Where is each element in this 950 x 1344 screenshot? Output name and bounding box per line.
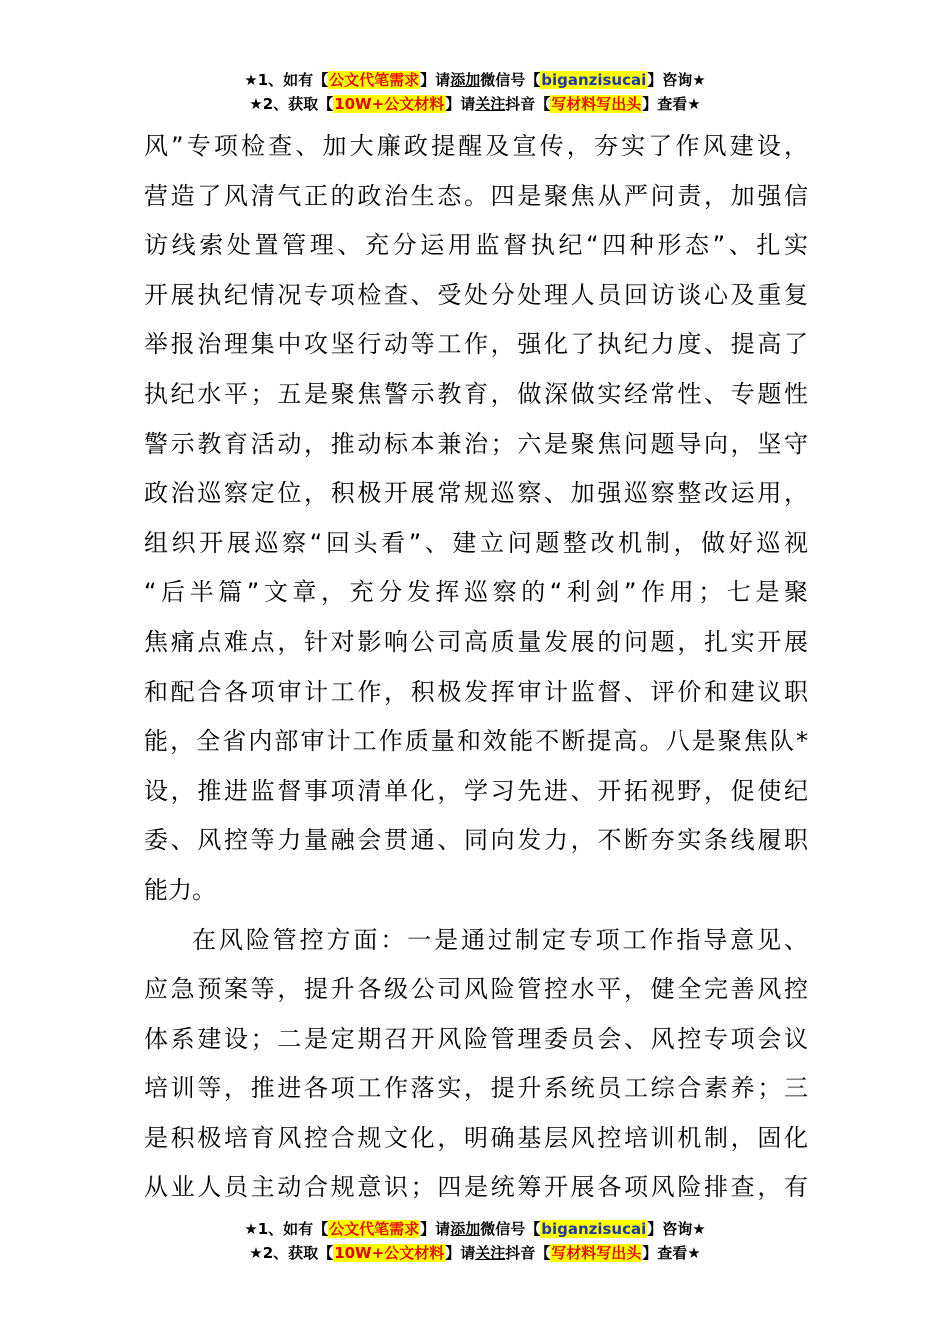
banner-underline: 关注 [475,95,506,113]
banner-text: 】咨询★ [647,71,706,89]
banner-highlight: 10W+公文材料 [334,95,445,113]
text-line: 营造了风清气正的政治生态。四是聚焦从严问责，加强信 [144,181,808,210]
banner-highlight-douyin: 写材料写出头 [551,1244,642,1262]
text-line: 组织开展巡察“回头看”、建立问题整改机制，做好巡视 [144,528,808,557]
banner-text: 】请 [420,71,451,89]
text-line: 开展执纪情况专项检查、受处分处理人员回访谈心及重复 [144,280,808,309]
banner-text: 】查看★ [642,1244,701,1262]
document-body [144,122,808,1213]
text-line: 应急预案等，提升各级公司风险管控水平，健全完善风控 [144,975,808,1004]
banner-line-1 [0,1217,950,1241]
banner-text: ★1、如有【 [244,1220,329,1238]
text-line: 政治巡察定位，积极开展常规巡察、加强巡察整改运用， [144,479,808,508]
banner-underline: 添加 [450,71,481,89]
text-line: 体系建设；二是定期召开风险管理委员会、风控专项会议 [144,1024,808,1053]
banner-underline: 关注 [475,1244,506,1262]
top-banner [0,68,950,116]
text-line: 执纪水平；五是聚焦警示教育，做深做实经常性、专题性 [144,379,808,408]
banner-text: 】咨询★ [647,1220,706,1238]
text-line: 焦痛点难点，针对影响公司高质量发展的问题，扎实开展 [144,627,808,656]
text-line: 设，推进监督事项清单化，学习先进、开拓视野，促使纪 [144,776,808,805]
text-line: 访线索处置管理、充分运用监督执纪“四种形态”、扎实 [144,231,808,260]
bottom-banner [0,1217,950,1265]
banner-text: 】请 [445,95,476,113]
banner-text: 】请 [445,1244,476,1262]
banner-text: 抖音【 [505,95,551,113]
banner-highlight: 10W+公文材料 [334,1244,445,1262]
text-line: “后半篇”文章，充分发挥巡察的“利剑”作用；七是聚 [144,578,808,607]
banner-highlight: 公文代笔需求 [329,1220,420,1238]
banner-text: 】请 [420,1220,451,1238]
banner-text: ★2、获取【 [249,95,334,113]
banner-underline: 添加 [450,1220,481,1238]
text-line: 和配合各项审计工作，积极发挥审计监督、评价和建议职 [144,677,808,706]
banner-highlight-wechat: biganzisucai [541,1220,647,1238]
text-line: 能力。 [144,875,216,904]
banner-highlight-douyin: 写材料写出头 [551,95,642,113]
banner-highlight: 公文代笔需求 [329,71,420,89]
text-line: 从业人员主动合规意识；四是统筹开展各项风险排查，有 [144,1173,808,1202]
banner-text: 】查看★ [642,95,701,113]
text-line: 风”专项检查、加大廉政提醒及宣传，夯实了作风建设， [144,132,808,160]
banner-text: 抖音【 [505,1244,551,1262]
paragraph-start-line: 在风险管控方面：一是通过制定专项工作指导意见、 [192,925,808,954]
banner-text: ★1、如有【 [244,71,329,89]
text-line: 委、风控等力量融会贯通、同向发力，不断夯实条线履职 [144,826,808,855]
text-line: 是积极培育风控合规文化，明确基层风控培训机制，固化 [144,1123,808,1152]
banner-text: ★2、获取【 [249,1244,334,1262]
banner-text: 微信号【 [480,1220,541,1238]
text-line: 培训等，推进各项工作落实，提升系统员工综合素养；三 [144,1074,808,1103]
banner-line-1 [0,68,950,92]
banner-line-2 [0,1241,950,1265]
banner-highlight-wechat: biganzisucai [541,71,647,89]
banner-line-2 [0,92,950,116]
text-line: 能，全省内部审计工作质量和效能不断提高。八是聚焦队* [144,727,808,756]
banner-text: 微信号【 [480,71,541,89]
text-line: 警示教育活动，推动标本兼治；六是聚焦问题导向，坚守 [144,429,808,458]
text-line: 举报治理集中攻坚行动等工作，强化了执纪力度、提高了 [144,330,808,359]
